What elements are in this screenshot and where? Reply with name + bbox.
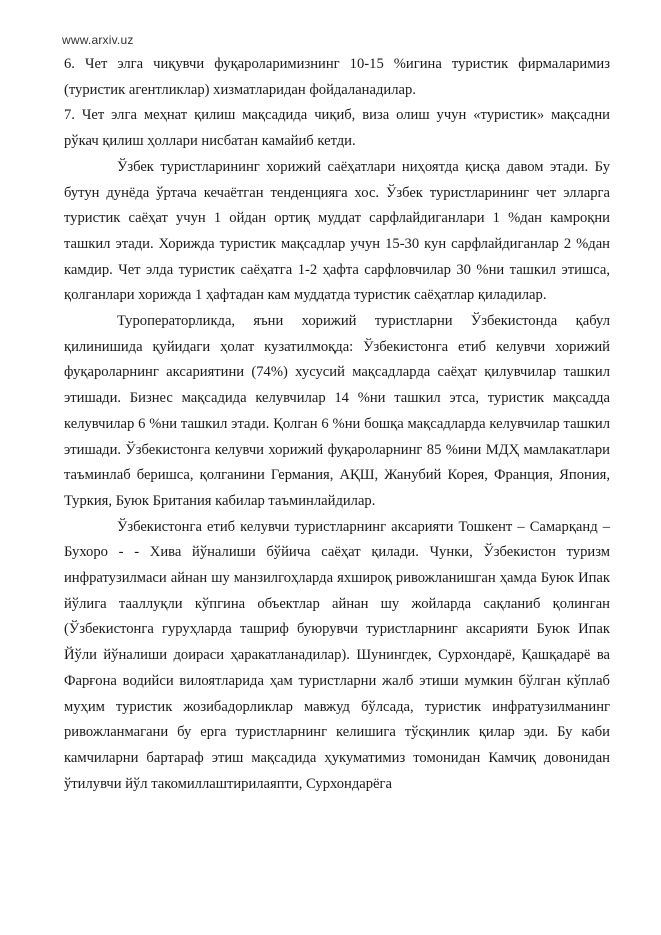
paragraph-item-6: 6. Чет элга чиқувчи фуқароларимизнинг 10-15 %игина туристик фирмаларимиз (туристик агентликлар) хизматларидан фойдаланадилар. bbox=[64, 56, 610, 98]
paragraph-routes: Ўзбекистонга етиб келувчи туристларнинг аксарияти Тошкент – Самарқанд – Бухоро - - Хива йўналиши бўйича саёҳат қилади. Чунки, Ўзбекистон туризм инфратузилмаси айнан шу манзилгоҳларда яхшироқ ривожланишган ҳамда Буюк Ипак йўлига тааллуқли кўпгина объектлар айнан шу жойларда сақланиб қолинган (Ўзбекистонга гуруҳларда ташриф буюрувчи туристларнинг аксарияти Буюк Ипак Йўли йўналиши доираси ҳаракатланадилар). Шунингдек, Сурхондарё, Қашқадарё ва Фарғона водийси вилоятларида ҳам туристларни жалб этиши мумкин бўлган кўплаб муҳим туристик жозибадорликлар мавжуд бўлсада, туристик инфратузилманинг ривожланмагани бу ерга туристларнинг келишига тўсқинлик қилар эди. Бу каби камчиларни бартараф этиш мақсадида ҳукуматимиз томонидан Камчиқ довонидан ўтилувчи йўл такомиллаштирилаяпти, Сурхондарёга bbox=[64, 518, 610, 792]
paragraph-item-7: 7. Чет элга меҳнат қилиш мақсадида чиқиб, виза олиш учун «туристик» мақсадни рўкач қилиш ҳоллари нисбатан камайиб кетди. bbox=[64, 107, 610, 150]
paragraph-inbound-tourism: Туроператорликда, яъни хорижий туристларни Ўзбекистонда қабул қилинишида қуйидаги ҳолат кузатилмоқда: Ўзбекистонга етиб келувчи хорижий фуқароларнинг аксариятини (74%) хусусий мақсадларда саёҳат қилувчилар ташкил этишади. Бизнес мақсадида келувчилар 14 %ни ташкил этса, туристик мақсадда келувчилар 6 %ни ташкил этади. Қолган 6 %ни бошқа мақсадларда келувчилар ташкил этишади. Ўзбекистонга келувчи хорижий фуқароларнинг 85 %ини МДҲ мамлакатлари таъминлаб беришса, қолганини Германия, АҚШ, Жанубий Корея, Франция, Япония, Туркия, Буюк Британия кабилар таъминлайдилар. bbox=[64, 313, 610, 509]
site-watermark: www.arxiv.uz bbox=[62, 33, 134, 47]
document-body bbox=[64, 52, 610, 797]
paragraph-trip-duration: Ўзбек туристларининг хорижий саёҳатлари ниҳоятда қисқа давом этади. Бу бутун дунёда ўртача кечаётган тенденцияга хос. Ўзбек туристларининг чет элларга туристик саёҳат учун 1 ойдан ортиқ муддат сарфлайдиганлари 1 %дан камроқни ташкил этади. Хорижда туристик мақсадлар учун 15-30 кун сарфлайдиганлар 2 %дан камдир. Чет элда туристик саёҳатга 1-2 ҳафта сарфловчилар 30 %ни ташкил этишса, қолганлари хорижда 1 ҳафтадан кам муддатда туристик саёҳатлар қиладилар. bbox=[64, 158, 610, 304]
